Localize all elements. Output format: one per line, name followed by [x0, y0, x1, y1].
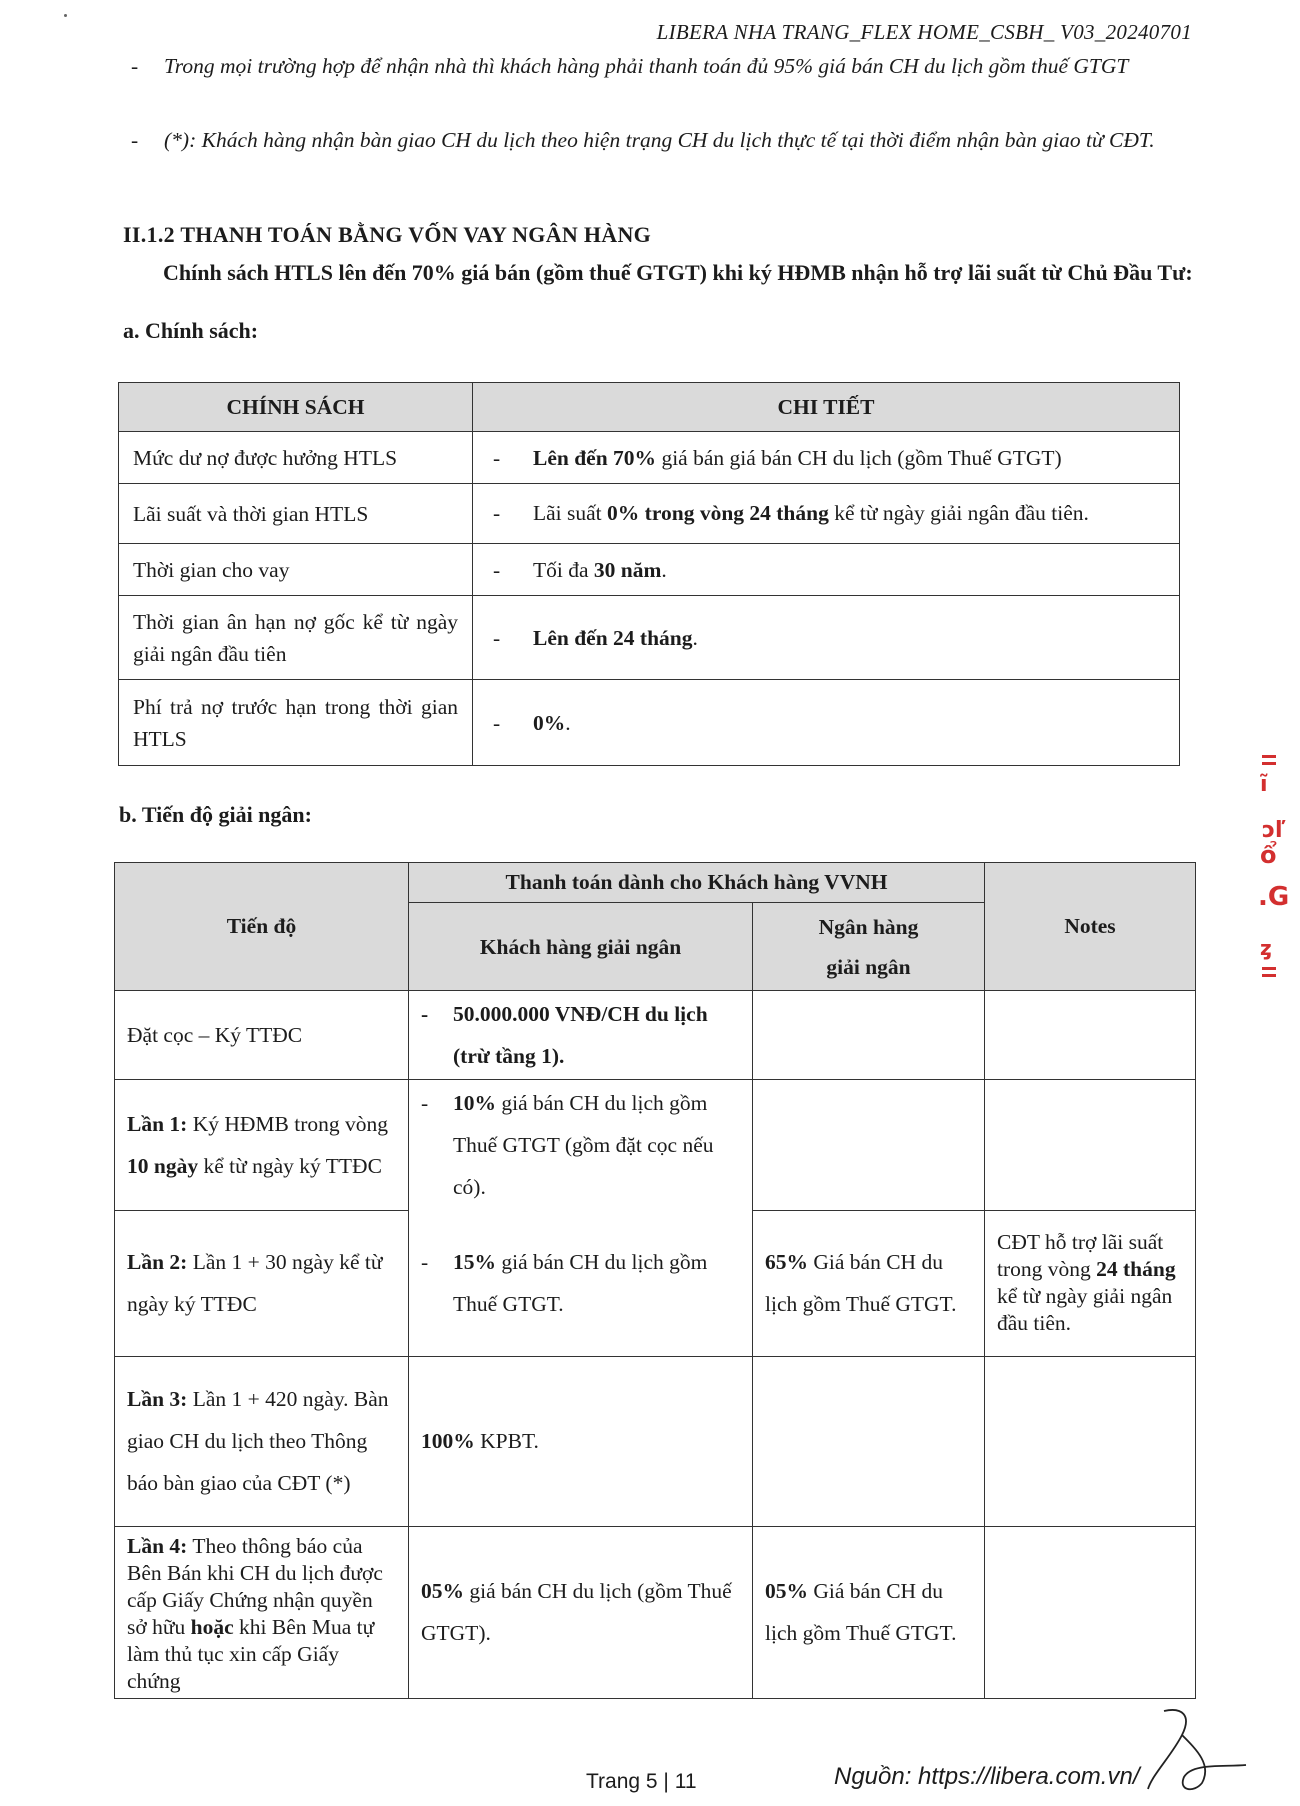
- source-credit: Nguồn: https://libera.com.vn/: [834, 1763, 1140, 1790]
- red-stamp-edge: [1252, 755, 1290, 995]
- policy-header-row: [119, 383, 1180, 432]
- note-dash: -: [131, 54, 139, 78]
- policy-table: [118, 382, 1180, 766]
- schedule-row: [115, 1080, 1196, 1211]
- customer-cell: - 15% giá bán CH du lịch gồm Thuế GTGT.: [409, 1210, 753, 1356]
- note-item: [131, 124, 1191, 157]
- bank-cell: [753, 1356, 985, 1526]
- note-text: Trong mọi trường hợp để nhận nhà thì khách hàng phải thanh toán đủ 95% giá bán CH du lịch gồm thuế GTGT: [164, 54, 1129, 78]
- policy-detail: - Lên đến 70% giá bán giá bán CH du lịch (gồm Thuế GTGT): [473, 432, 1180, 484]
- policy-label: Lãi suất và thời gian HTLS: [119, 484, 473, 544]
- stage-cell: Lần 2: Lần 1 + 30 ngày kể từ ngày ký TTĐC: [115, 1210, 409, 1356]
- svg-text:.G: .G: [1258, 882, 1290, 912]
- policy-header-policy: CHÍNH SÁCH: [119, 383, 473, 432]
- policy-row: [119, 544, 1180, 596]
- customer-cell: 100% KPBT.: [409, 1356, 753, 1526]
- col-progress-header: Tiến độ: [115, 863, 409, 991]
- col-bank-header: Ngân hàng giải ngân: [753, 903, 985, 991]
- policy-label: Phí trả nợ trước hạn trong thời gian HTLS: [119, 680, 473, 766]
- policy-detail: - Tối đa 30 năm.: [473, 544, 1180, 596]
- policy-row: [119, 596, 1180, 680]
- note-text: (*): Khách hàng nhận bàn giao CH du lịch theo hiện trạng CH du lịch thực tế tại thời điểm nhận bàn giao từ CĐT.: [164, 128, 1155, 152]
- note-dash: -: [131, 128, 139, 152]
- svg-text:ổ: ổ: [1260, 841, 1277, 869]
- schedule-header-row: [115, 863, 1196, 903]
- subsection-a-heading: a. Chính sách:: [123, 318, 259, 343]
- notes-cell: CĐT hỗ trợ lãi suất trong vòng 24 tháng kể từ ngày giải ngân đầu tiên.: [985, 1210, 1196, 1356]
- section-title: II.1.2 THANH TOÁN BẰNG VỐN VAY NGÂN HÀNG: [123, 222, 652, 247]
- note-item: [131, 50, 1191, 83]
- policy-detail: - Lãi suất 0% trong vòng 24 tháng kể từ ngày giải ngân đầu tiên.: [473, 484, 1180, 544]
- bank-cell: [753, 1080, 985, 1211]
- group-header: Thanh toán dành cho Khách hàng VVNH: [409, 863, 985, 903]
- bank-cell: 05% Giá bán CH du lịch gồm Thuế GTGT.: [753, 1526, 985, 1698]
- section-intro: Chính sách HTLS lên đến 70% giá bán (gồm thuế GTGT) khi ký HĐMB nhận hỗ trợ lãi suất từ Chủ Đầu Tư:: [163, 260, 1193, 285]
- stage-cell: Lần 4: Theo thông báo của Bên Bán khi CH du lịch được cấp Giấy Chứng nhận quyền sở hữu hoặc khi Bên Mua tự làm thủ tục xin cấp Giấy chứng: [115, 1526, 409, 1698]
- policy-row: [119, 432, 1180, 484]
- bank-cell: 65% Giá bán CH du lịch gồm Thuế GTGT.: [753, 1210, 985, 1356]
- scan-speck: [64, 14, 67, 17]
- schedule-row: [115, 991, 1196, 1080]
- policy-label: Thời gian ân hạn nợ gốc kể từ ngày giải ngân đầu tiên: [119, 596, 473, 680]
- bank-cell: [753, 991, 985, 1080]
- disbursement-schedule-table: [114, 862, 1196, 1699]
- stage-cell: Đặt cọc – Ký TTĐC: [115, 991, 409, 1080]
- col-notes-header: Notes: [985, 863, 1196, 991]
- policy-label: Mức dư nợ được hưởng HTLS: [119, 432, 473, 484]
- stage-cell: Lần 3: Lần 1 + 420 ngày. Bàn giao CH du lịch theo Thông báo bàn giao của CĐT (*): [115, 1356, 409, 1526]
- policy-row: [119, 680, 1180, 766]
- svg-text:ĩ: ĩ: [1260, 772, 1268, 797]
- signature-mark: [1142, 1705, 1252, 1797]
- notes-cell: [985, 1080, 1196, 1211]
- schedule-row: [115, 1210, 1196, 1356]
- customer-cell: - 10% giá bán CH du lịch gồm Thuế GTGT (gồm đặt cọc nếu có).: [409, 1080, 753, 1211]
- policy-detail: - 0%.: [473, 680, 1180, 766]
- schedule-row: [115, 1526, 1196, 1698]
- customer-cell: - 50.000.000 VNĐ/CH du lịch (trừ tầng 1).: [409, 991, 753, 1080]
- svg-text:ɔľ: ɔľ: [1262, 818, 1286, 843]
- subsection-b-heading: b. Tiến độ giải ngân:: [119, 802, 312, 827]
- col-customer-header: Khách hàng giải ngân: [409, 903, 753, 991]
- policy-row: [119, 484, 1180, 544]
- policy-header-detail: CHI TIẾT: [473, 383, 1180, 432]
- notes-cell: [985, 1526, 1196, 1698]
- notes-cell: [985, 1356, 1196, 1526]
- stage-cell: Lần 1: Ký HĐMB trong vòng 10 ngày kể từ ngày ký TTĐC: [115, 1080, 409, 1211]
- svg-text:ȥ: ȥ: [1260, 936, 1272, 960]
- policy-detail: - Lên đến 24 tháng.: [473, 596, 1180, 680]
- document-code-header: LIBERA NHA TRANG_FLEX HOME_CSBH_ V03_20240701: [656, 20, 1192, 44]
- policy-label: Thời gian cho vay: [119, 544, 473, 596]
- schedule-row: [115, 1356, 1196, 1526]
- page-number: Trang 5 | 11: [586, 1770, 697, 1793]
- notes-cell: [985, 991, 1196, 1080]
- customer-cell: 05% giá bán CH du lịch (gồm Thuế GTGT).: [409, 1526, 753, 1698]
